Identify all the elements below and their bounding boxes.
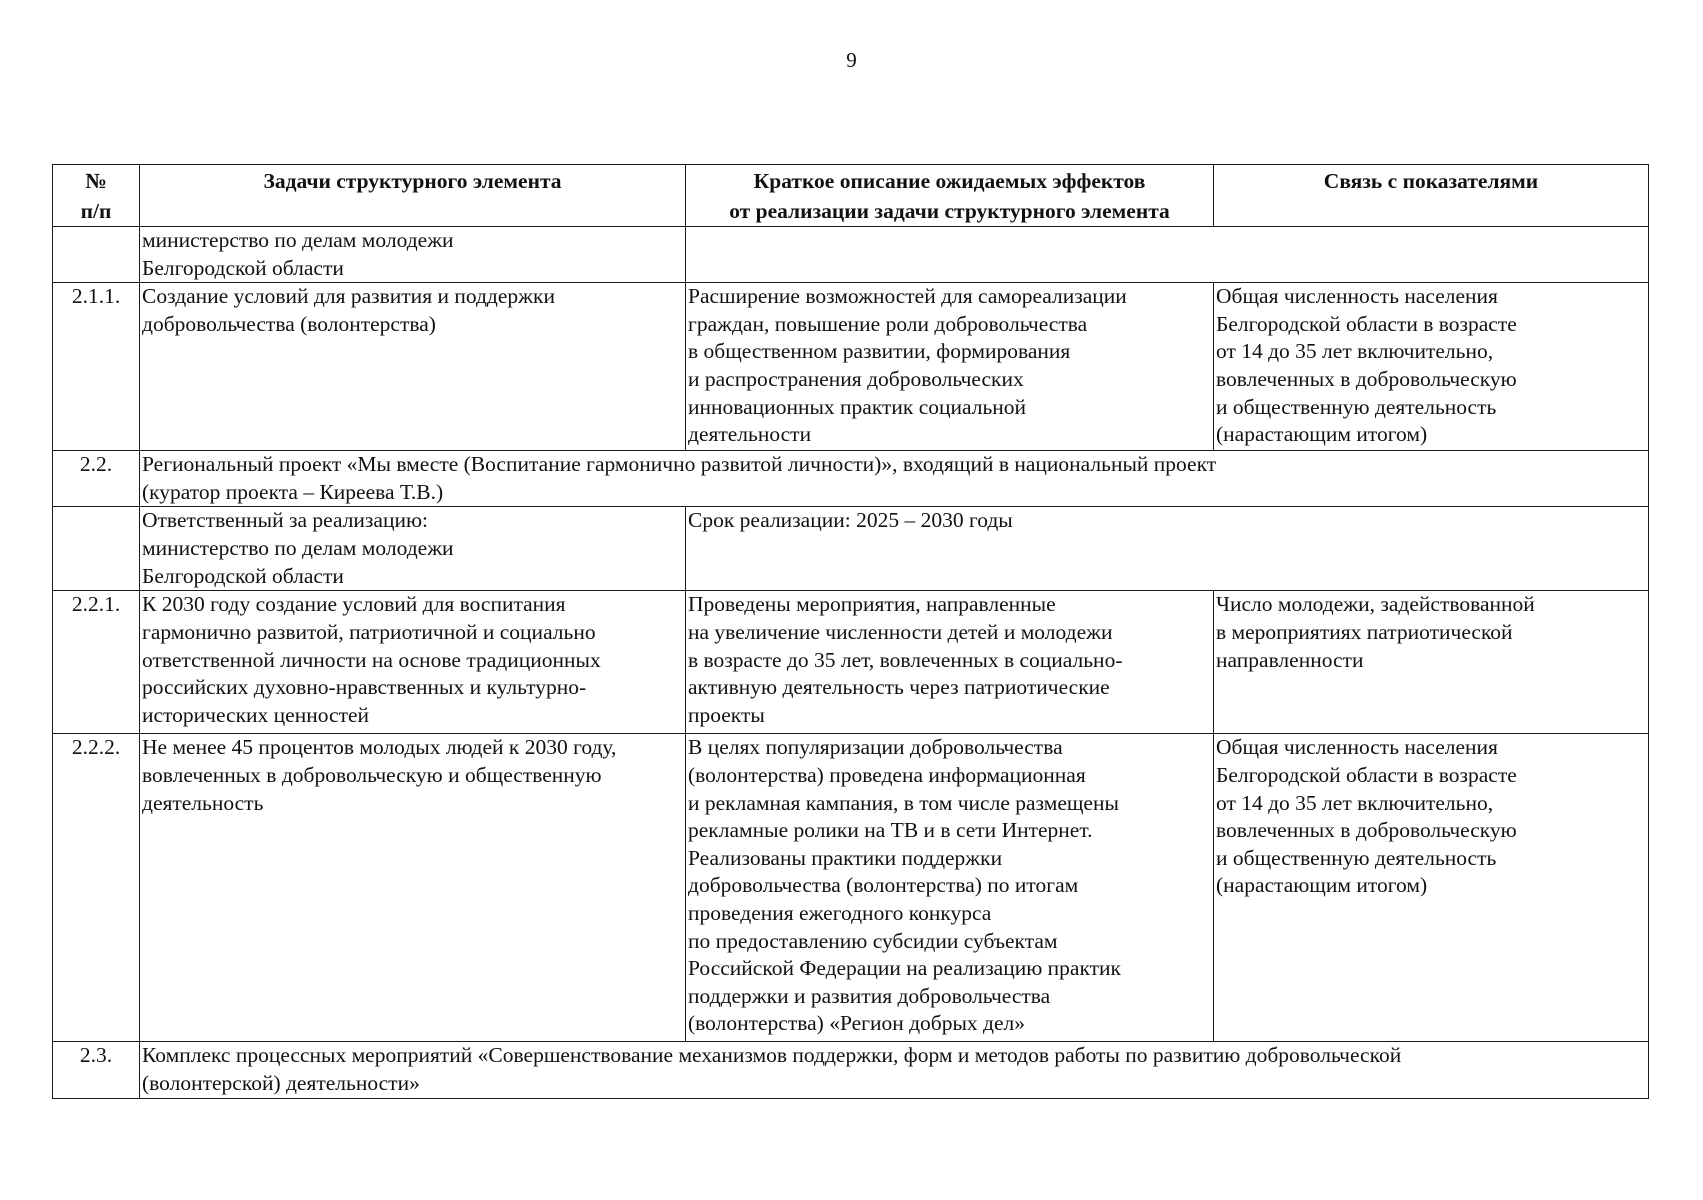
cell-links: Общая численность населения Белгородской области в возрасте от 14 до 35 лет включительно, вовлеченных в добровольческую и общественную деятельность (нарастающим итогом)	[1214, 734, 1649, 1042]
cell-effects: Расширение возможностей для самореализации граждан, повышение роли добровольчества в общественном развитии, формирования и распространения добровольческих инновационных практик социальной деятельности	[686, 283, 1214, 451]
header-links: Связь с показателями	[1214, 165, 1649, 227]
table-row	[53, 591, 1649, 734]
table-row	[53, 451, 1649, 507]
header-effects: Краткое описание ожидаемых эффектов от реализации задачи структурного элемента	[686, 165, 1214, 227]
table-row	[53, 227, 1649, 283]
cell-tasks: Не менее 45 процентов молодых людей к 2030 году, вовлеченных в добровольческую и общественную деятельность	[140, 734, 686, 1042]
cell-tasks: К 2030 году создание условий для воспитания гармонично развитой, патриотичной и социально ответственной личности на основе традиционных российских духовно-нравственных и культурно- исторических ценностей	[140, 591, 686, 734]
cell-effects-links	[686, 227, 1649, 283]
cell-number	[53, 227, 140, 283]
cell-effects: Проведены мероприятия, направленные на увеличение численности детей и молодежи в возрасте до 35 лет, вовлеченных в социально- активную деятельность через патриотические проекты	[686, 591, 1214, 734]
page-number: 9	[846, 48, 857, 72]
table-header-row	[53, 165, 1649, 227]
table-row	[53, 507, 1649, 591]
cell-deadline: Срок реализации: 2025 – 2030 годы	[686, 507, 1649, 591]
table-row	[53, 283, 1649, 451]
table-row	[53, 1042, 1649, 1098]
cell-links: Число молодежи, задействованной в мероприятиях патриотической направленности	[1214, 591, 1649, 734]
cell-number: 2.1.1.	[53, 283, 140, 451]
header-tasks: Задачи структурного элемента	[140, 165, 686, 227]
cell-number: 2.2.	[53, 451, 140, 507]
cell-project-title: Региональный проект «Мы вместе (Воспитание гармонично развитой личности)», входящий в национальный проект (куратор проекта – Киреева Т.В.)	[140, 451, 1649, 507]
cell-number: 2.3.	[53, 1042, 140, 1098]
cell-effects: В целях популяризации добровольчества (волонтерства) проведена информационная и рекламная кампания, в том числе размещены рекламные ролики на ТВ и в сети Интернет. Реализованы практики поддержки добровольчества (волонтерства) по итогам проведения ежегодного конкурса по предоставлению субсидии субъектам Российской Федерации на реализацию практик поддержки и развития добровольчества (волонтерства) «Регион добрых дел»	[686, 734, 1214, 1042]
table-row	[53, 734, 1649, 1042]
cell-number	[53, 507, 140, 591]
cell-links: Общая численность населения Белгородской области в возрасте от 14 до 35 лет включительно, вовлеченных в добровольческую и общественную деятельность (нарастающим итогом)	[1214, 283, 1649, 451]
cell-number: 2.2.2.	[53, 734, 140, 1042]
cell-number: 2.2.1.	[53, 591, 140, 734]
cell-tasks: министерство по делам молодежи Белгородской области	[140, 227, 686, 283]
header-number: № п/п	[53, 165, 140, 227]
structural-element-table	[52, 164, 1649, 1099]
cell-tasks: Создание условий для развития и поддержки добровольчества (волонтерства)	[140, 283, 686, 451]
cell-tasks: Ответственный за реализацию: министерство по делам молодежи Белгородской области	[140, 507, 686, 591]
cell-process-complex: Комплекс процессных мероприятий «Совершенствование механизмов поддержки, форм и методов работы по развитию добровольческой (волонтерской) деятельности»	[140, 1042, 1649, 1098]
